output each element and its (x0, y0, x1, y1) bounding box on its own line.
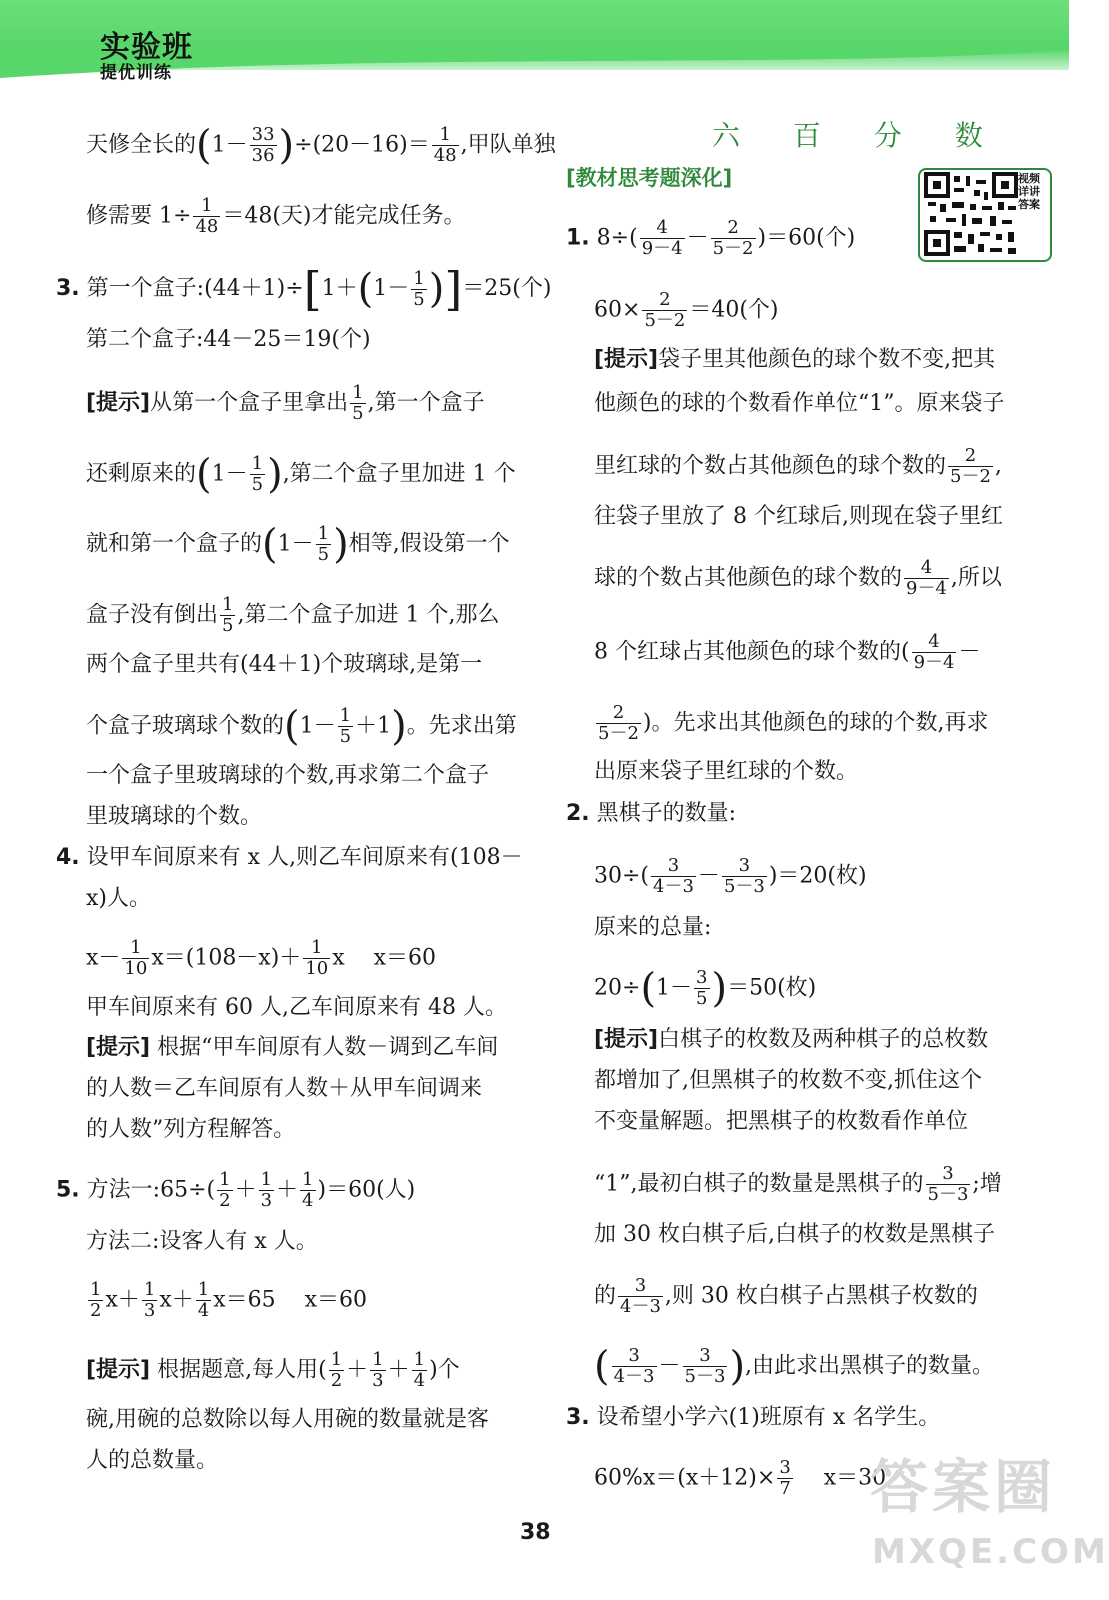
fraction: $\frac{2}{5-2}$ (712, 217, 754, 259)
question-number: 3. (56, 276, 80, 301)
text-line: 就和第一个盒子的(1－ $\frac{1}{5}$ )相等,假设第一个 (86, 521, 510, 568)
fraction: $\frac{1}{3}$ (372, 1349, 384, 1391)
fraction: $\frac{1}{5}$ (251, 453, 264, 495)
fraction: $\frac{1}{5}$ (413, 267, 425, 310)
text-line: 加 30 枚白棋子后,白棋子的枚数是黑棋子 (594, 1222, 995, 1247)
fraction: $\frac{1}{2}$ (330, 1349, 343, 1391)
qr-label: 视频详讲答案 (1018, 172, 1040, 211)
text-line: 修需要 1÷ $\frac{1}{48}$ ＝48(天)才能完成任务。 (86, 195, 466, 237)
fraction: $\frac{4}{9-4}$ (913, 631, 955, 673)
fraction: $\frac{3}{4-3}$ (653, 855, 694, 897)
question-number: 5. (56, 1177, 80, 1203)
fraction: $\frac{1}{4}$ (197, 1279, 210, 1321)
text-line: 8 个红球占其他颜色的球个数的( $\frac{4}{9-4}$ － (594, 631, 981, 673)
page-number: 38 (520, 1520, 551, 1545)
hint-label: [提示] (86, 390, 151, 416)
equation-line: 20÷(1－ $\frac{3}{5}$ )＝50(枚) (594, 965, 817, 1012)
text-line: 一个盒子里玻璃球的个数,再求第二个盒子 (86, 763, 489, 788)
fraction: $\frac{3}{5-3}$ (723, 855, 765, 897)
text-line: 还剩原来的(1－ $\frac{1}{5}$ ),第二个盒子里加进 1 个 (86, 451, 516, 498)
text-line: 的 $\frac{3}{4-3}$ ,则 30 枚白棋子占黑棋子枚数的 (594, 1275, 978, 1317)
text-line: 里红球的个数占其他颜色的球个数的 $\frac{2}{5-2}$ , (594, 445, 1002, 487)
hint-line: [提示] 根据“甲车间原有人数－调到乙车间 (86, 1035, 499, 1060)
fraction: $\frac{1}{4}$ (302, 1169, 314, 1211)
equation-line: 30÷( $\frac{3}{4-3}$ － $\frac{3}{5-3}$ )＝20(枚) (594, 855, 867, 897)
text-line: 盒子没有倒出 $\frac{1}{5}$ ,第二个盒子加进 1 个,那么 (86, 594, 500, 636)
text-line: 的人数”列方程解答。 (86, 1117, 296, 1142)
fraction: $\frac{4}{9-4}$ (641, 217, 683, 259)
fraction: $\frac{1}{2}$ (219, 1169, 231, 1211)
question-3-right-line-1: 3. 设希望小学六(1)班原有 x 名学生。 (566, 1405, 941, 1430)
question-3-line-1: 3. 第一个盒子:(44＋1)÷[1＋(1－ $\frac{1}{5}$ )]＝25(个) (56, 262, 552, 316)
equation-line: $\frac{1}{2}$ x＋ $\frac{1}{3}$ x＋ $\frac{1}{4}$ x＝65 x＝60 (90, 1279, 367, 1321)
hint-line: [提示]从第一个盒子里拿出 $\frac{1}{5}$ ,第一个盒子 (86, 382, 485, 424)
qr-code-icon (924, 172, 1020, 258)
fraction: $\frac{1}{10}$ (305, 937, 329, 979)
text-line: 天修全长的(1－ $\frac{33}{36}$ )÷(20－16)＝ $\frac{1}{48}$ ,甲队单独 (86, 122, 556, 169)
text-line: 两个盒子里共有(44＋1)个玻璃球,是第一 (86, 652, 483, 677)
hint-label: [提示] (86, 1035, 151, 1060)
fraction: $\frac{1}{5}$ (222, 594, 234, 636)
question-5-line-1: 5. 方法一:65÷( $\frac{1}{2}$ ＋ $\frac{1}{3}$ ＋ $\frac{1}{4}$ )＝60(人) (56, 1169, 416, 1211)
text-line: 甲车间原来有 60 人,乙车间原来有 48 人。 (86, 995, 507, 1020)
fraction: $\frac{1}{10}$ (124, 937, 148, 979)
fraction: $\frac{3}{5-3}$ (684, 1345, 726, 1387)
text-line: 里玻璃球的个数。 (86, 804, 263, 829)
text-line: 人的总数量。 (86, 1448, 219, 1473)
fraction: $\frac{4}{9-4}$ (906, 557, 947, 599)
section-subheading: [教材思考题深化] (566, 166, 733, 190)
equation-line: 60× $\frac{2}{5-2}$ ＝40(个) (594, 289, 779, 331)
fraction: $\frac{1}{5}$ (352, 382, 364, 424)
fraction: $\frac{33}{36}$ (251, 124, 275, 166)
fraction: $\frac{2}{5-2}$ (644, 289, 686, 331)
hint-label: [提示] (86, 1357, 151, 1383)
watermark: 答案圈 (870, 1453, 1057, 1521)
question-number: 4. (56, 845, 80, 870)
hint-line: [提示]袋子里其他颜色的球个数不变,把其 (594, 347, 996, 372)
text-line: 都增加了,但黑棋子的枚数不变,抓住这个 (594, 1068, 982, 1093)
text-line: 的人数＝乙车间原有人数＋从甲车间调来 (86, 1076, 483, 1101)
text-line: 方法二:设客人有 x 人。 (86, 1229, 318, 1254)
text-line: 他颜色的球的个数看作单位“1”。原来袋子 (594, 391, 1005, 416)
fraction: $\frac{3}{5}$ (696, 967, 708, 1009)
text-line: 碗,用碗的总数除以每人用碗的数量就是客 (86, 1407, 489, 1432)
fraction: $\frac{1}{5}$ (339, 705, 352, 747)
watermark-url: MXQE.COM (872, 1532, 1109, 1572)
text-line: 第二个盒子:44－25＝19(个) (86, 327, 371, 352)
text-line: 往袋子里放了 8 个红球后,则现在袋子里红 (594, 504, 1003, 529)
equation-line: x－ $\frac{1}{10}$ x＝(108－x)＋ $\frac{1}{10}$ x x＝60 (86, 937, 437, 979)
brand-logo (100, 32, 193, 82)
fraction: $\frac{1}{4}$ (413, 1349, 426, 1391)
question-4-line-1: 4. 设甲车间原来有 x 人,则乙车间原来有(108－ (56, 845, 523, 870)
text-line: 原来的总量: (594, 915, 712, 940)
brand-title: 实验班 (100, 30, 193, 65)
fraction: $\frac{3}{5-3}$ (927, 1163, 969, 1205)
question-1-line-1: 1. 8÷( $\frac{4}{9-4}$ － $\frac{2}{5-2}$ )＝60(个) (566, 217, 856, 259)
fraction: $\frac{3}{4-3}$ (613, 1345, 655, 1387)
question-number: 3. (566, 1405, 590, 1430)
text-line: 不变量解题。把黑棋子的枚数看作单位 (594, 1109, 969, 1134)
hint-line: [提示]白棋子的枚数及两种棋子的总枚数 (594, 1027, 989, 1052)
question-2-line-1: 2. 黑棋子的数量: (566, 801, 737, 826)
fraction: $\frac{1}{2}$ (90, 1279, 102, 1321)
fraction: $\frac{1}{3}$ (143, 1279, 156, 1321)
fraction: $\frac{1}{48}$ (433, 124, 457, 166)
text-line: ( $\frac{3}{4-3}$ － $\frac{3}{5-3}$ ),由此求出黑棋子的数量。 (594, 1343, 995, 1390)
question-number: 1. (566, 225, 590, 251)
fraction: $\frac{3}{4-3}$ (620, 1275, 661, 1317)
question-number: 2. (566, 801, 590, 826)
fraction: $\frac{2}{5-2}$ (598, 702, 639, 744)
text-line: $\frac{2}{5-2}$ )。先求出其他颜色的球的个数,再求 (598, 702, 989, 744)
text-line: 个盒子玻璃球个数的(1－ $\frac{1}{5}$ ＋1)。先求出第 (86, 703, 517, 750)
hint-label: [提示] (594, 1027, 659, 1052)
hint-line: [提示] 根据题意,每人用( $\frac{1}{2}$ ＋ $\frac{1}{3}$ ＋ $\frac{1}{4}$ )个 (86, 1349, 460, 1391)
fraction: $\frac{1}{48}$ (195, 195, 219, 237)
equation-line: 60%x＝(x＋12)× $\frac{3}{7}$ x＝30 (594, 1457, 887, 1499)
text-line: 球的个数占其他颜色的球个数的 $\frac{4}{9-4}$ ,所以 (594, 557, 1002, 599)
fraction: $\frac{2}{5-2}$ (950, 445, 991, 487)
fraction: $\frac{1}{5}$ (317, 523, 330, 565)
section-title: 六 百 分 数 (712, 119, 1005, 152)
fraction: $\frac{3}{7}$ (779, 1457, 791, 1499)
text-line: “1”,最初白棋子的数量是黑棋子的 $\frac{3}{5-3}$ ;增 (594, 1163, 1002, 1205)
brand-subtitle: 提优训练 (100, 63, 172, 83)
fraction: $\frac{1}{3}$ (260, 1169, 273, 1211)
hint-label: [提示] (594, 347, 659, 372)
text-line: 出原来袋子里红球的个数。 (594, 759, 859, 784)
text-line: x)人。 (86, 886, 151, 911)
